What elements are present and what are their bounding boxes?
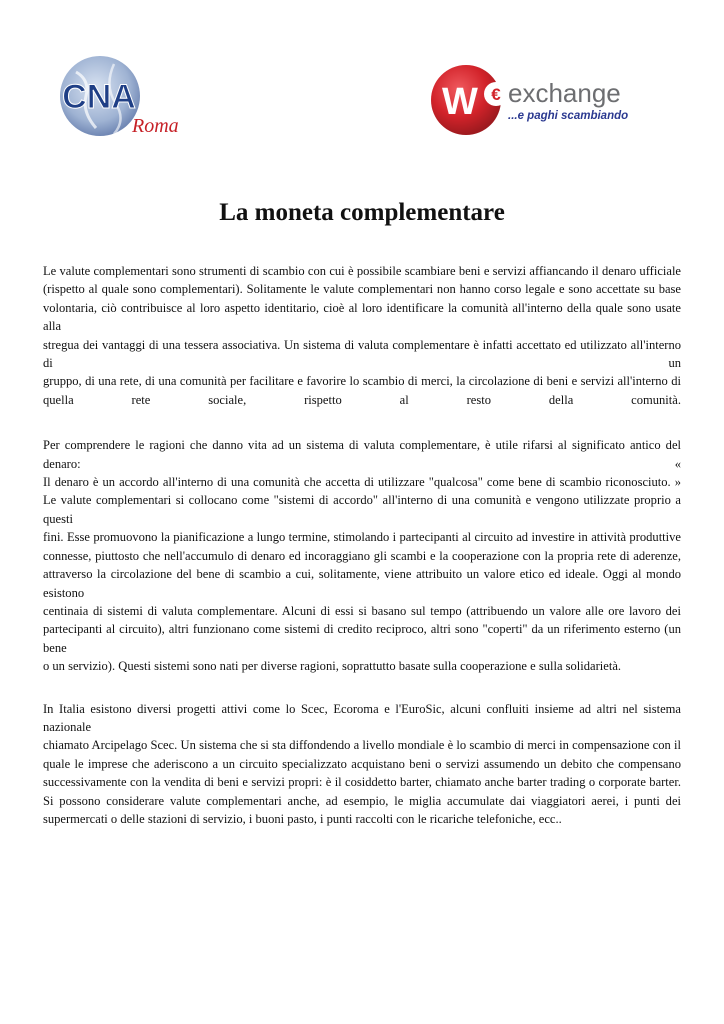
cna-logo-text: CNA	[62, 78, 136, 116]
wexchange-tagline: ...e paghi scambiando	[508, 110, 629, 122]
text-line: volontaria, ciò contribuisce al loro aspetto identitario, cioè al loro identificare la comunità all'interno della quale sono usate alla	[43, 300, 681, 334]
text-line: gruppo, di una rete, di una comunità per facilitare e favorire lo scambio di merci, la circolazione di beni e servizi all'interno di	[43, 374, 681, 389]
text-line: quale le imprese che aderiscono a un circuito specializzato acquistano beni o servizi assumendo un debito che compensano	[43, 756, 681, 771]
document-body	[43, 262, 681, 828]
text-line: o un servizio). Questi sistemi sono nati per diverse ragioni, soprattutto basate sulla cooperazione e sulla solidarietà.	[43, 659, 622, 674]
wexchange-logo	[428, 62, 638, 138]
paragraph-2	[43, 436, 681, 675]
text-line: fini. Esse promuovono la pianificazione a lungo termine, stimolando i partecipanti al circuito ad investire in attività produttive	[43, 530, 681, 545]
text-line: Il denaro è un accordo all'interno di una comunità che accetta di utilizzare "qualcosa" come bene di scambio riconosciuto. »	[43, 475, 681, 490]
roma-logo-text: Roma	[132, 115, 179, 137]
text-line: In Italia esistono diversi progetti attivi come lo Scec, Ecoroma e l'EuroSic, alcuni confluiti insieme ad altri nel sistema nazionale	[43, 701, 681, 734]
text-line: centinaia di sistemi di valuta complementare. Alcuni di essi si basano sul tempo (attribuendo un valore alle ore lavoro dei	[43, 603, 681, 618]
text-line: (rispetto al quale sono complementari). Solitamente le valute complementari non hanno corso legale e sono accettate su base	[43, 282, 681, 297]
text-line: connesse, piuttosto che nell'accumulo di denaro ed incoraggiano gli scambi e la cooperazione con la propria rete di aderenze,	[43, 548, 681, 563]
w-letter-icon: W	[442, 81, 478, 123]
paragraph-3	[43, 700, 681, 829]
text-line: Si possono considerare valute complementari anche, ad esempio, le miglia accumulate dai viaggiatori aerei, i punti dei	[43, 793, 681, 808]
text-line: Le valute complementari sono strumenti di scambio con cui è possibile scambiare beni e servizi affiancando il denaro ufficiale	[43, 264, 681, 278]
text-line: partecipanti al circuito), altri funzionano come sistemi di credito reciproco, altri sono "coperti" da un riferimento esterno (un bene	[43, 622, 681, 655]
cna-roma-logo	[56, 50, 186, 146]
paragraph-1	[43, 262, 681, 409]
page-title: La moneta complementare	[219, 199, 505, 226]
text-line: attraverso la circolazione del bene di scambio a cui, solitamente, viene attribuito un valore etico ed ideale. Oggi al mondo esistono	[43, 567, 681, 600]
svg-text:€: €	[491, 85, 501, 104]
text-line: stregua dei vantaggi di una tessera associativa. Un sistema di valuta complementare è infatti accettato ed utilizzato all'interno di un	[43, 337, 681, 371]
text-line: Le valute complementari si collocano come "sistemi di accordo" all'interno di una comunità e vengono utilizzate proprio a questi	[43, 493, 681, 526]
text-line: chiamato Arcipelago Scec. Un sistema che si sta diffondendo a livello mondiale è lo scambio di merci in compensazione con il	[43, 738, 681, 753]
exchange-logo-text: exchange	[508, 78, 621, 108]
text-line: supermercati o delle stazioni di servizio, i buoni pasto, i punti raccolti con le ricariche telefoniche, ecc..	[43, 811, 562, 826]
text-line: successivamente con la vendita di beni e servizi propri: è il cosiddetto barter, chiamato anche barter trading o corporate barter.	[43, 775, 681, 790]
text-line: Per comprendere le ragioni che danno vita ad un sistema di valuta complementare, è utile rifarsi al significato antico del denaro: «	[43, 438, 681, 471]
text-line: quella rete sociale, rispetto al resto della comunità.	[43, 392, 681, 407]
